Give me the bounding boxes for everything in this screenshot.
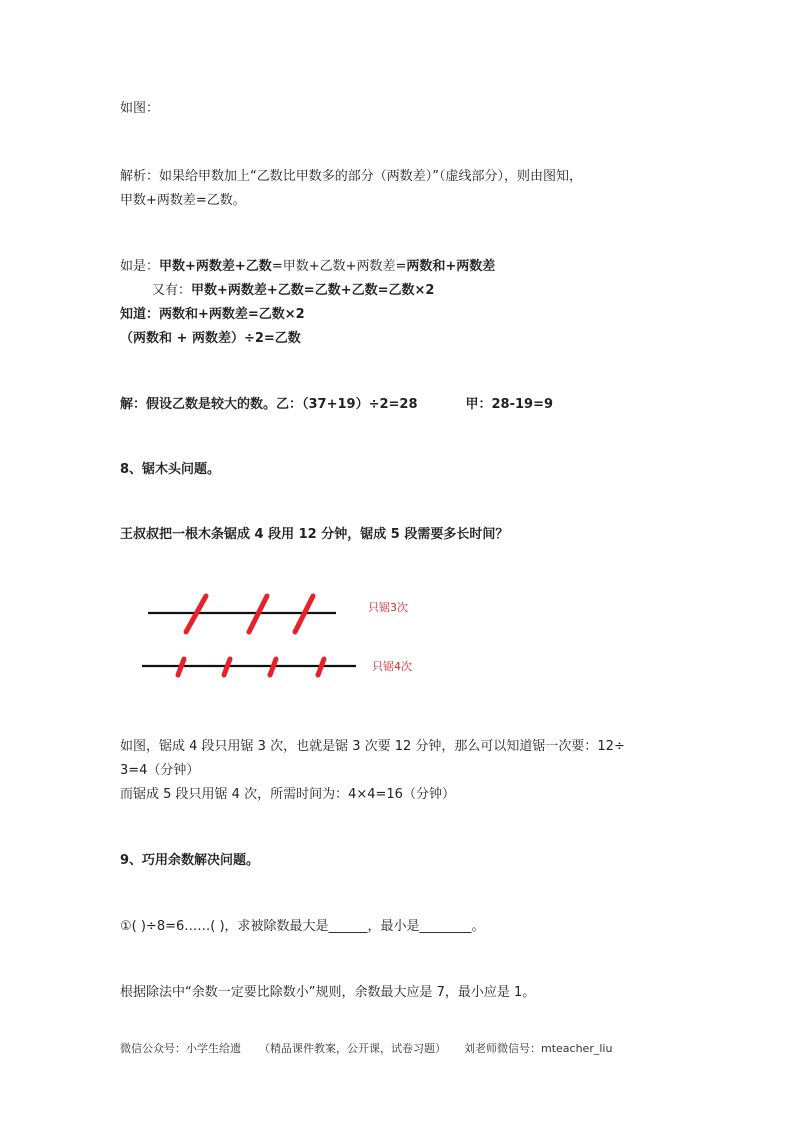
solution-text: 解：假设乙数是较大的数。乙：（37+19）÷2=28: [120, 397, 418, 412]
solution-line: [120, 396, 553, 414]
equation-2-prefix: 又有：: [152, 283, 192, 298]
label-saw-3-times: 只锯3次: [368, 601, 408, 614]
analysis-line-1: 解析：如果给甲数加上“乙数比甲数多的部分（两数差）”（虚线部分），则由图知，: [120, 169, 582, 184]
footer-wechat: 微信公众号：小学生给遗: [120, 1042, 241, 1055]
section-8-question: 王叔叔把一根木条锯成 4 段用 12 分钟，锯成 5 段需要多长时间？: [120, 527, 509, 542]
intro-text: 如图：: [120, 101, 160, 116]
equation-2-body: 甲数+两数差+乙数=乙数+乙数=乙数×2: [191, 283, 435, 298]
analysis-line-2: 甲数+两数差=乙数。: [120, 193, 246, 208]
equation-1-prefix: 如是：: [120, 259, 160, 274]
equation-1-part-b: =甲数+乙数+两数差=: [271, 259, 407, 274]
footer-teacher: 刘老师微信号：mteacher_liu: [464, 1042, 613, 1055]
footer-note: （精品课件教案，公开课，试卷习题）: [259, 1042, 446, 1055]
saw-explanation-1: 如图，锯成 4 段只用锯 3 次，也就是锯 3 次要 12 分钟，那么可以知道锯一次要：12÷: [120, 739, 625, 754]
section-9-heading: 9、巧用余数解决问题。: [120, 853, 260, 868]
label-saw-4-times: 只锯4次: [372, 660, 412, 673]
page-footer: [120, 1040, 630, 1056]
equation-line-3: 知道：两数和+两数差=乙数×2: [120, 307, 305, 322]
equation-line-1: [120, 258, 495, 276]
saw-explanation-3: 而锯成 5 段只用锯 4 次，所需时间为：4×4=16（分钟）: [120, 787, 455, 802]
equation-line-2: [152, 282, 434, 300]
solution-jia: 甲：28-19=9: [465, 397, 554, 412]
saw-explanation-2: 3=4（分钟）: [120, 763, 200, 778]
remainder-rule: 根据除法中“余数一定要比除数小”规则，余数最大应是 7，最小应是 1。: [120, 985, 536, 1000]
section-9-question: ①( )÷8=6……( )，求被除数最大是______，最小是________。: [120, 919, 485, 934]
equation-1-part-c: 两数和+两数差: [406, 259, 496, 274]
equation-line-4: （两数和 + 两数差）÷2=乙数: [120, 331, 301, 346]
saw-diagram: [120, 586, 440, 686]
section-8-heading: 8、锯木头问题。: [120, 462, 221, 477]
equation-1-part-a: 甲数+两数差+乙数: [159, 259, 272, 274]
